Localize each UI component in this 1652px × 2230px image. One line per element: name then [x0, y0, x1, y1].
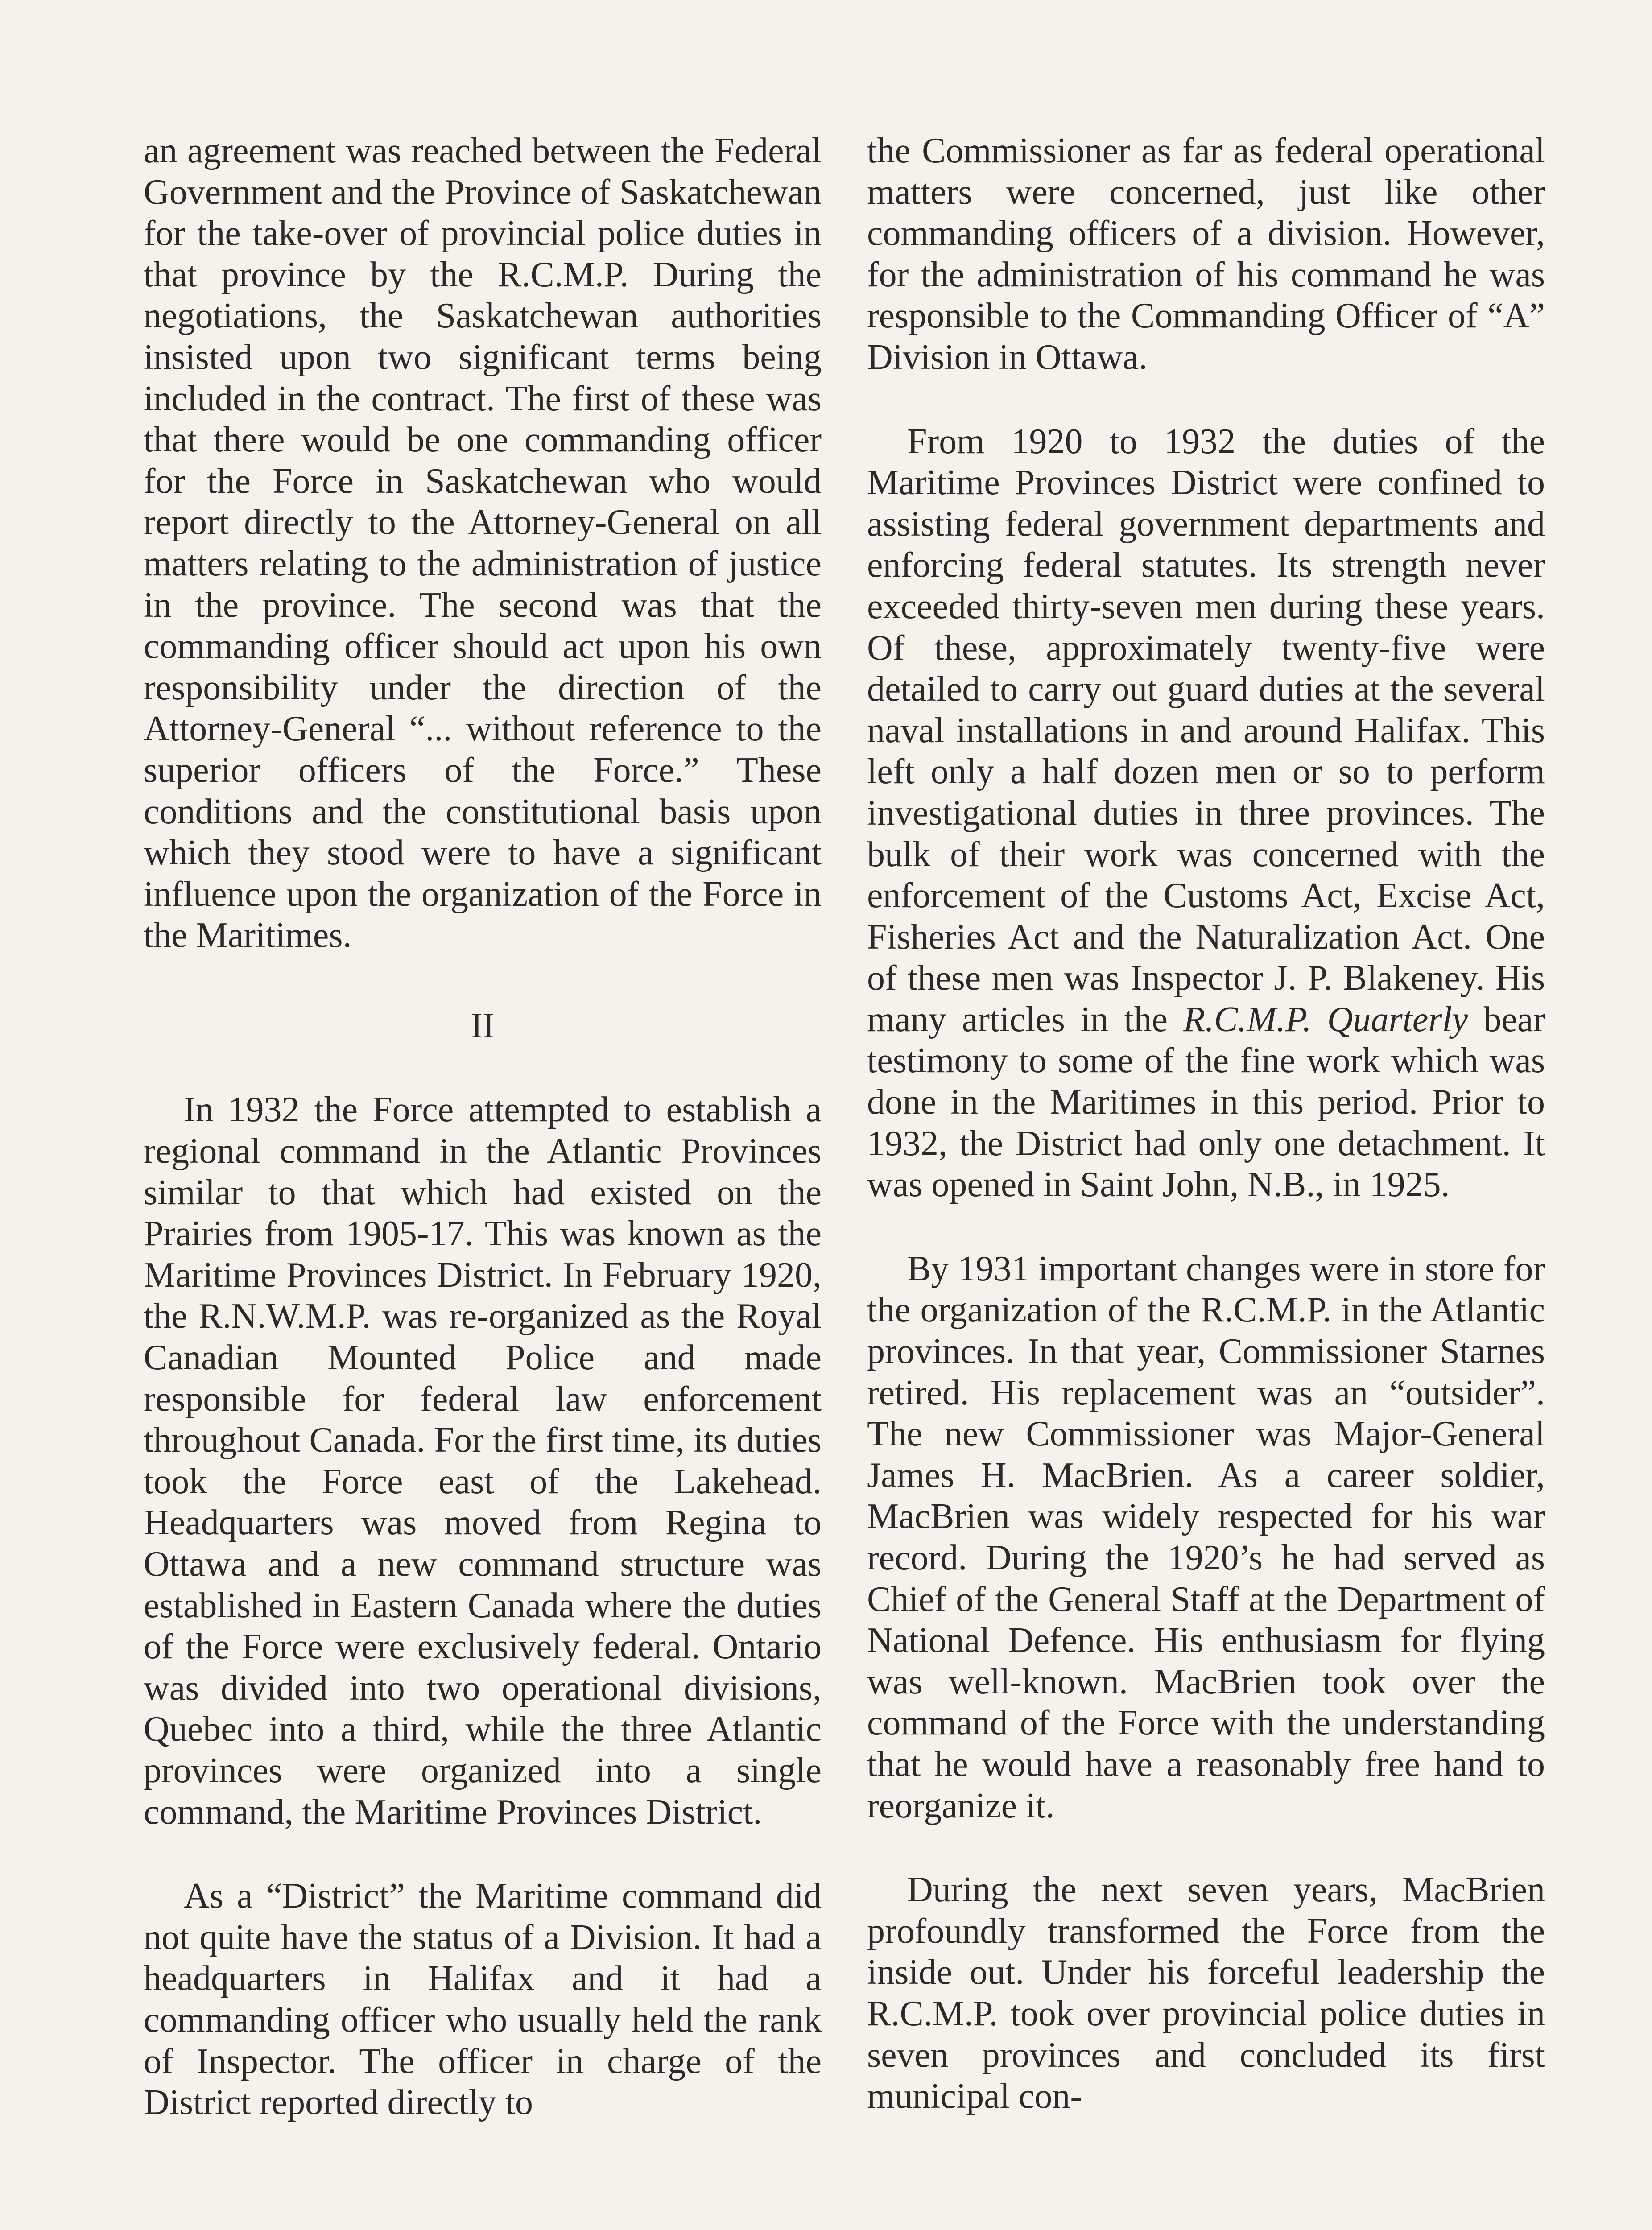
paragraph: an agreement was reached between the Federal Government and the Province of Saskatchewan for the take-over of provincial police duties in that province by the R.C.M.P. During the negotiations, the Saskatchewan authorities insisted upon two significant terms being included in the contract. The first of these was that there would be one commanding officer for the Force in Saskatchewan who would report directly to the Attorney-General on all matters relating to the administration of justice in the province. The second was that the commanding officer should act upon his own responsibility under the direction of the Attorney-General “... without reference to the superior officers of the Force.” These conditions and the constitutional basis upon which they stood were to have a significant influence upon the organization of the Force in the Maritimes. — [144, 131, 822, 955]
paragraph: During the next seven years, MacBrien profoundly transformed the Force from the inside out. Under his forceful leadership the R.C.M.P. took over provincial police duties in seven provinces and concluded its first municipal con- — [867, 1870, 1545, 2116]
paragraph — [867, 421, 1545, 1206]
paragraph-text: bear testimony to some of the fine work which was done in the Maritimes in this period. Prior to 1932, the District had only one detachment. It was opened in Saint John, N.B., in 1925. — [867, 999, 1545, 1205]
paragraph: In 1932 the Force attempted to establish a regional command in the Atlantic Provinces similar to that which had existed on the Prairies from 1905-17. This was known as the Maritime Provinces District. In February 1920, the R.N.W.M.P. was re-organized as the Royal Canadian Mounted Police and made responsible for federal law enforcement throughout Canada. For the first time, its duties took the Force east of the Lakehead. Headquarters was moved from Regina to Ottawa and a new command structure was established in Eastern Canada where the duties of the Force were exclusively federal. Ontario was divided into two operational divisions, Quebec into a third, while the three Atlantic provinces were organized into a single command, the Maritime Provinces District. — [144, 1090, 822, 1832]
publication-title: R.C.M.P. Quarterly — [1183, 999, 1468, 1039]
section-heading: II — [471, 1006, 495, 1045]
paragraph: the Commissioner as far as federal operational matters were concerned, just like other commanding officers of a division. However, for the administration of his command he was responsible to the Commanding Officer of “A” Division in Ottawa. — [867, 131, 1545, 377]
paragraph: By 1931 important changes were in store for the organization of the R.C.M.P. in the Atlantic provinces. In that year, Commissioner Starnes retired. His replacement was an “outsider”. The new Commissioner was Major-General James H. MacBrien. As a career soldier, MacBrien was widely respected for his war record. During the 1920’s he had served as Chief of the General Staff at the Department of National Defence. His enthusiasm for flying was well-known. MacBrien took over the command of the Force with the understanding that he would have a reasonably free hand to reorganize it. — [867, 1249, 1545, 1825]
left-column — [144, 130, 822, 2123]
right-column — [867, 130, 1545, 2117]
paragraph-text: From 1920 to 1932 the duties of the Maritime Provinces District were confined to assisting federal government departments and enforcing federal statutes. Its strength never exceeded thirty-seven men during these years. Of these, approximately twenty-five were detailed to carry out guard duties at the several naval installations in and around Halifax. This left only a half dozen men or so to perform investigational duties in three provinces. The bulk of their work was concerned with the enforcement of the Customs Act, Excise Act, Fisheries Act and the Naturalization Act. One of these men was Inspector J. P. Blakeney. His many articles in the — [867, 421, 1545, 1039]
paragraph: As a “District” the Maritime command did not quite have the status of a Division. It had a headquarters in Halifax and it had a commanding officer who usually held the rank of Inspector. The officer in charge of the District reported directly to — [144, 1876, 822, 2123]
